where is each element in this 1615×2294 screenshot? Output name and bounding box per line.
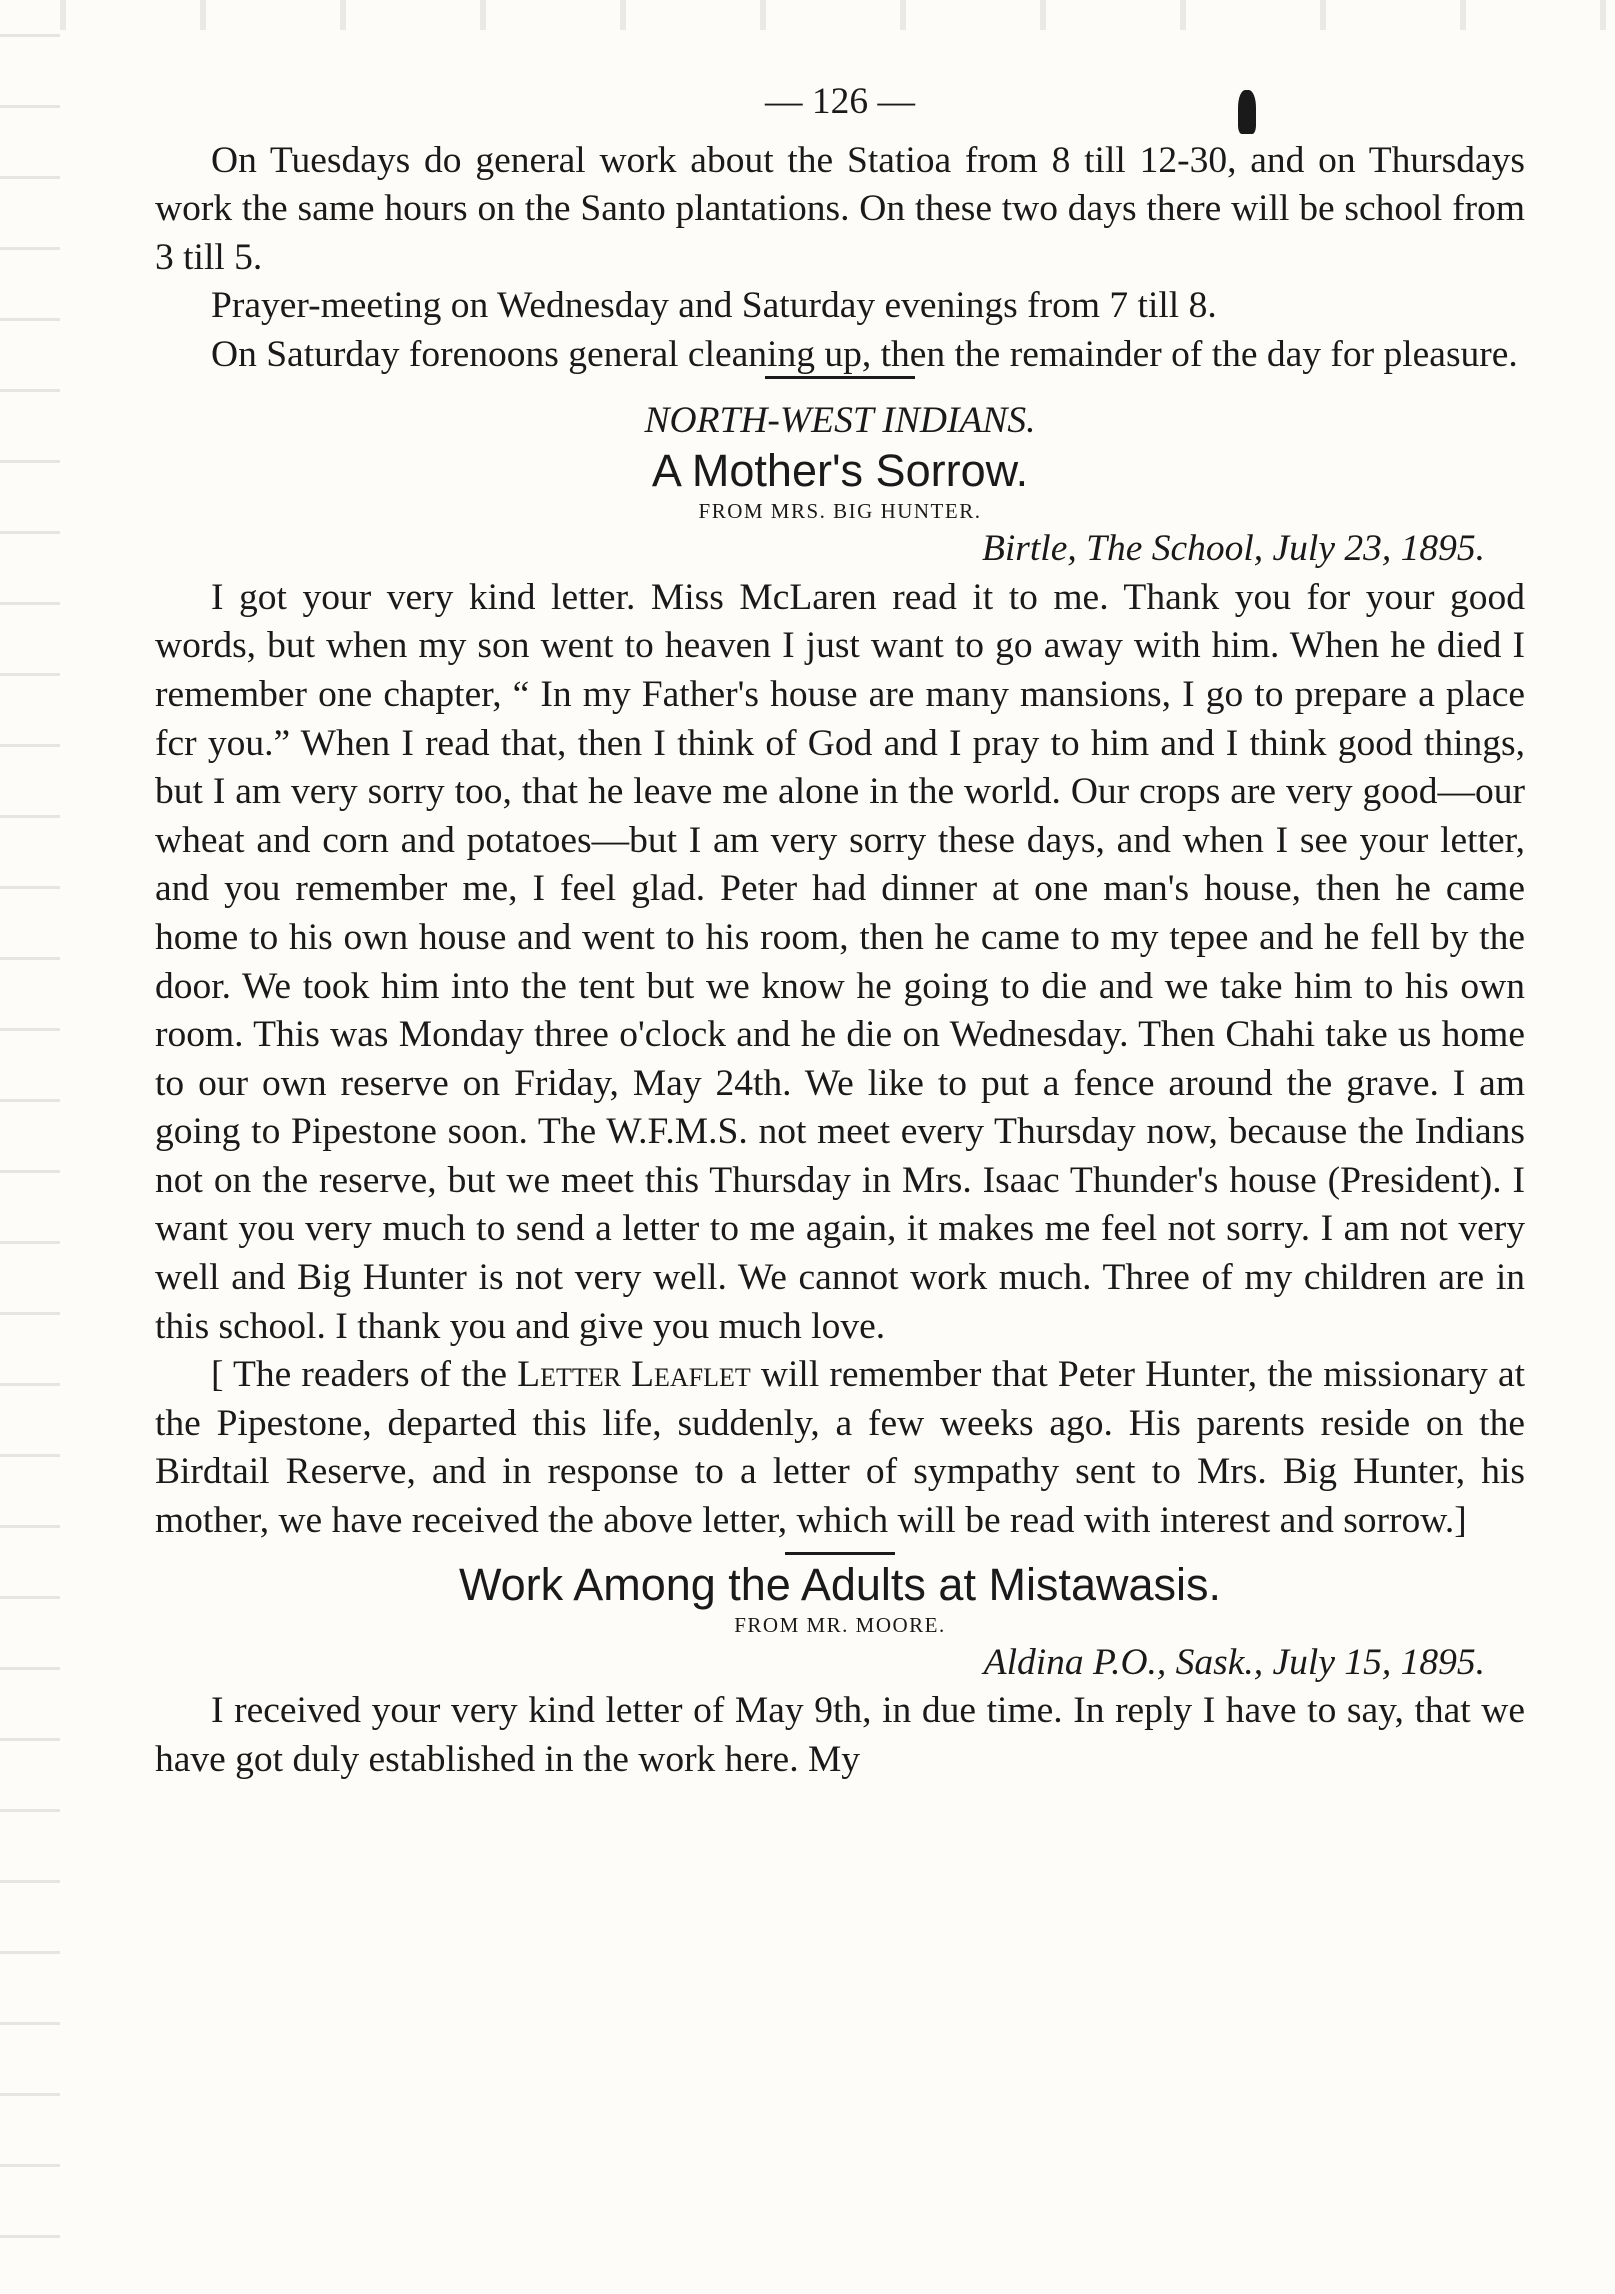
- from-line-moore: FROM MR. MOORE.: [734, 1612, 946, 1637]
- intro-paragraph-1: On Tuesdays do general work about the Statioa from 8 till 12-30, and on Thursdays work the same hours on the Santo plantations. On these two days there will be school from 3 till 5.: [155, 139, 1525, 278]
- editor-note: [155, 1351, 1525, 1545]
- dateline-birtle: Birtle, The School, July 23, 1895.: [981, 528, 1485, 570]
- dateline-aldina: Aldina P.O., Sask., July 15, 1895.: [983, 1641, 1485, 1683]
- letter-big-hunter: I got your very kind letter. Miss McLaren read it to me. Thank you for your good words, but when my son went to heaven I just want to go away with him. When he died I remember one chapter, “ In my Father's house are many mansions, I go to prepare a place fcr you.” When I read that, then I think of God and I pray to him and I think good things, but I am very sorry too, that he leave me alone in the world. Our crops are very good—our wheat and corn and potatoes—but I am very sorry these days, and when I see your letter, and you remember me, I feel glad. Peter had dinner at one man's house, then he came home to his own house and went to his room, then he came to my tepee and he fell by the door. We took him into the tent but we know he going to die and we take him to his own room. This was Monday three o'clock and he die on Wednesday. Then Chahi take us home to our own reserve on Friday, May 24th. We like to put a fence around the grave. I am going to Pipestone soon. The W.F.M.S. not meet every Thursday now, because the Indians not on the reserve, but we meet this Thursday in Mrs. Isaac Thunder's house (President). I want you very much to send a letter to me again, it makes me feel not sorry. I am not very well and Big Hunter is not very well. We cannot work much. Three of my children are in this school. I thank you and give you much love.: [155, 576, 1525, 1347]
- intro-paragraph-3: On Saturday forenoons general cleaning up, then the remainder of the day for pleasure.: [211, 333, 1518, 375]
- editor-note-leaflet: Letter Leaflet: [517, 1354, 751, 1396]
- document-page: [155, 78, 1525, 1784]
- section-divider-2: [785, 1552, 895, 1555]
- scan-top-noise: [0, 0, 1615, 30]
- editor-note-rest: will remember that Peter Hunter, the missionary at the Pipestone, departed this life, suddenly, a few weeks ago. His parents reside on the Birdtail Reserve, and in response to a letter of sympathy sent to Mrs. Big Hunter, his mother, we have received the above letter, which will be read with interest and sorrow.]: [155, 1354, 1526, 1542]
- editor-note-open: [ The readers of the: [211, 1354, 507, 1396]
- from-line-big-hunter: FROM MRS. BIG HUNTER.: [698, 499, 982, 524]
- letter-moore: I received your very kind letter of May 9th, in due time. In reply I have to say, that we have got duly established in the work here. My: [155, 1690, 1525, 1780]
- intro-paragraph-2: Prayer-meeting on Wednesday and Saturday evenings from 7 till 8.: [211, 285, 1217, 327]
- section-title-mothers-sorrow: A Mother's Sorrow.: [651, 445, 1029, 497]
- section-title-mistawasis: Work Among the Adults at Mistawasis.: [459, 1558, 1221, 1610]
- scan-edge-noise: [0, 0, 60, 2294]
- page-number: — 126 —: [765, 81, 915, 122]
- section-kicker: NORTH-WEST INDIANS.: [644, 399, 1036, 441]
